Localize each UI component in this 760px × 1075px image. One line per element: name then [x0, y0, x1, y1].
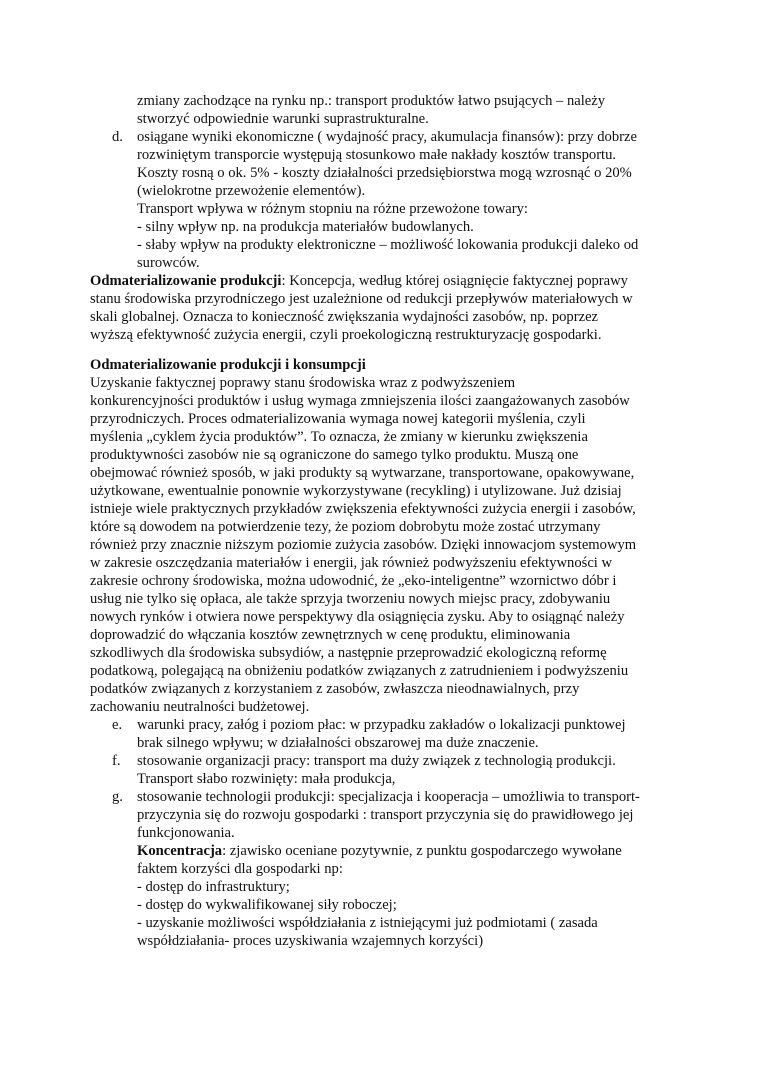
definition-term: Koncentracja	[137, 843, 223, 859]
text-line: (wielokrotne przewożenie elementów).	[137, 183, 366, 199]
text-line: skali globalnej. Oznacza to konieczność zwiększania wydajności zasobów, np. poprzez	[90, 309, 599, 325]
text-line: Koszty rosną o ok. 5% - koszty działalności przedsiębiorstwa mogą wzrosnąć o 20%	[137, 165, 632, 181]
definition-first-line	[137, 842, 622, 860]
text-line: - słaby wpływ na produkty elektroniczne – możliwość lokowania produkcji daleko od	[137, 237, 639, 253]
text-line: współdziałania- proces uzyskiwania wzajemnych korzyści)	[137, 933, 484, 949]
definition-colon: :	[222, 843, 227, 859]
text-line: konkurencyjności produktów i usług wymaga zmniejszenia ilości zaangażowanych zasobów	[90, 393, 630, 409]
definition-term: Odmaterializowanie produkcji	[90, 273, 282, 289]
text-line: zakresie ochrony środowiska, można udowodnić, że „eko-inteligentne” wzornictwo dóbr i	[90, 573, 617, 589]
text-line: stosowanie technologii produkcji: specjalizacja i kooperacja – umożliwia to transport-	[137, 789, 640, 805]
text-line: - silny wpływ np. na produkcja materiałów budowlanych.	[137, 219, 474, 235]
list-marker-f: f.	[112, 753, 121, 769]
text-line: warunki pracy, załóg i poziom płac: w przypadku zakładów o lokalizacji punktowej	[137, 717, 626, 733]
text-line: Uzyskanie faktycznej poprawy stanu środowiska wraz z podwyższeniem	[90, 375, 516, 391]
text-line: obejmować również sposób, w jaki produkty są wytwarzane, transportowane, opakowywane,	[90, 465, 635, 481]
text-line: zachowaniu neutralności budżetowej.	[90, 699, 310, 715]
text-line: rozwiniętym transporcie występują stosunkowo małe nakłady kosztów transportu.	[137, 147, 617, 163]
text-line: podatkową, polegającą na obniżeniu podatków związanych z zatrudnieniem i podwyższeniu	[90, 663, 629, 679]
text-line: - dostęp do wykwalifikowanej siły roboczej;	[137, 897, 397, 913]
text-line: produktywności zasobów nie są ograniczone do samego tylko produktu. Muszą one	[90, 447, 579, 463]
text-line: - uzyskanie możliwości współdziałania z istniejącymi już podmiotami ( zasada	[137, 915, 598, 931]
text-line: szkodliwych dla środowiska subsydiów, a następnie przeprowadzić ekologiczną reformę	[90, 645, 607, 661]
text-line: które są dowodem na potwierdzenie tezy, że poziom dobrobytu może zostać utrzymany	[90, 519, 601, 535]
text-line: faktem korzyści dla gospodarki np:	[137, 861, 343, 877]
definition-colon: :	[281, 273, 286, 289]
list-marker-e: e.	[112, 717, 123, 733]
definition-first-line	[90, 272, 628, 290]
text-line: brak silnego wpływu; w działalności obszarowej ma duże znaczenie.	[137, 735, 539, 751]
text-line: surowców.	[137, 255, 200, 271]
text-line: stworzyć odpowiednie warunki suprastrukturalne.	[137, 111, 429, 127]
text-line: podatków związanych z korzystaniem z zasobów, zwłaszcza nieodnawialnych, przy	[90, 681, 580, 697]
text-line: stosowanie organizacji pracy: transport ma duży związek z technologią produkcji.	[137, 753, 616, 769]
text-line: przyrodniczych. Proces odmaterializowania wymaga nowej kategorii myślenia, czyli	[90, 411, 586, 427]
text-line: wyższą efektywność zużycia energii, czyli proekologiczną restrukturyzację gospodarki.	[90, 327, 602, 343]
text-line: - dostęp do infrastruktury;	[137, 879, 290, 895]
text-line: Transport słabo rozwinięty: mała produkcja,	[137, 771, 396, 787]
list-marker-g: g.	[112, 789, 123, 805]
text-line: przyczynia się do rozwoju gospodarki : transport przyczynia się do prawidłowego jej	[137, 807, 634, 823]
text-line: nowych rynków i otwiera nowe perspektywy dla osiągnięcia zysku. Aby to osiągnąć należy	[90, 609, 625, 625]
text-line: usług nie tylko się opłaca, ale także sprzyja tworzeniu nowych miejsc pracy, zdobywaniu	[90, 591, 611, 607]
text-line: zmiany zachodzące na rynku np.: transport produktów łatwo psujących – należy	[137, 93, 606, 109]
text-line: istnieje wiele praktycznych przykładów zwiększenia efektywności zużycia energii i zasobów,	[90, 501, 636, 517]
text-line: Transport wpływa w różnym stopniu na różne przewożone towary:	[137, 201, 528, 217]
section-heading: Odmaterializowanie produkcji i konsumpcji	[90, 357, 366, 373]
text-line: doprowadzić do włączania kosztów zewnętrznych w cenę produktu, eliminowania	[90, 627, 571, 643]
list-marker-d: d.	[112, 129, 123, 145]
text-line: również przy znacznie niższym poziomie zużycia zasobów. Dzięki innowacjom systemowym	[90, 537, 637, 553]
text-line: użytkowane, ewentualnie ponownie wykorzystywane (recykling) i utylizowane. Już dzisiaj	[90, 483, 622, 499]
definition-text: zjawisko oceniane pozytywnie, z punktu gospodarczego wywołane	[226, 843, 622, 859]
text-line: myślenia „cyklem życia produktów”. To oznacza, że zmiany w kierunku zwiększenia	[90, 429, 588, 445]
text-line: stanu środowiska przyrodniczego jest uzależnione od redukcji przepływów materiałowych w	[90, 291, 633, 307]
text-line: funkcjonowania.	[137, 825, 235, 841]
text-line: w zakresie oszczędzania materiałów i energii, jak również podwyższeniu efektywności w	[90, 555, 613, 571]
text-line: osiągane wyniki ekonomiczne ( wydajność pracy, akumulacja finansów): przy dobrze	[137, 129, 637, 145]
definition-text: Koncepcja, według której osiągnięcie faktycznej poprawy	[285, 273, 628, 289]
